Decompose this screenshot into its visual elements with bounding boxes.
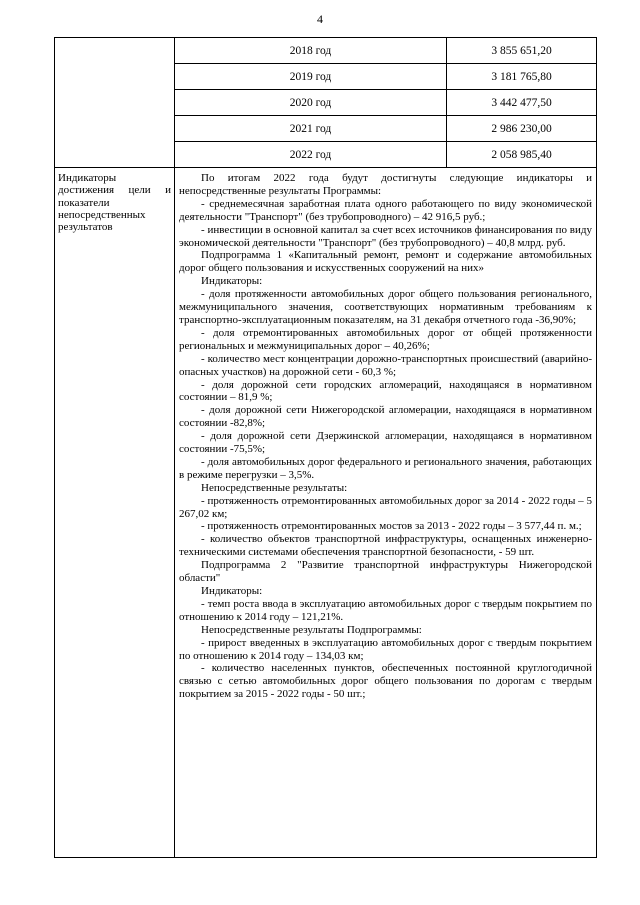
value-cell: 3 442 477,50 xyxy=(447,89,597,115)
empty-label-cell xyxy=(54,37,175,167)
value-cell: 2 058 985,40 xyxy=(447,141,597,167)
year-cell: 2018 год xyxy=(175,37,447,63)
paragraph: Непосредственные результаты Подпрограммы: xyxy=(201,623,422,636)
paragraph: Индикаторы: xyxy=(201,275,263,288)
indicators-content xyxy=(175,168,597,857)
paragraph: - прирост введенных в эксплуатацию автомобильных дорог с твердым покрытием по отношению к 2014 году – 134,03 км; xyxy=(179,636,592,662)
indicators-row xyxy=(54,167,597,858)
paragraph: - доля автомобильных дорог федерального и регионального значения, работающих в режиме перегрузки – 3,5%. xyxy=(179,455,592,481)
paragraph: - протяженность отремонтированных мостов за 2013 - 2022 годы – 3 577,44 п. м.; xyxy=(201,520,582,533)
paragraph: - протяженность отремонтированных автомобильных дорог за 2014 - 2022 годы – 5 267,02 км; xyxy=(179,494,592,520)
indicators-label: Индикаторы достижения цели и показатели непосредственных результатов xyxy=(54,168,175,857)
program-table xyxy=(54,37,597,858)
value-cell: 3 181 765,80 xyxy=(447,63,597,89)
value-cell: 2 986 230,00 xyxy=(447,115,597,141)
paragraph: - доля дорожной сети Дзержинской агломерации, находящаяся в нормативном состоянии -75,5%; xyxy=(179,430,592,456)
paragraph: Индикаторы: xyxy=(201,585,263,597)
year-cell: 2021 год xyxy=(175,115,447,141)
paragraph: Непосредственные результаты: xyxy=(201,481,348,494)
paragraph: - количество объектов транспортной инфраструктуры, оснащенных инженерно-техническими системами обеспечения транспортной безопасности, - 59 шт. xyxy=(179,533,592,559)
paragraph: Подпрограмма 1 «Капитальный ремонт, ремонт и содержание автомобильных дорог общего пользования и искусственных сооружений на них» xyxy=(179,249,592,275)
paragraph: - среднемесячная заработная плата одного работающего по виду экономической деятельности "Транспорт" (без трубопроводного) – 42 916,5 руб.; xyxy=(179,197,592,223)
paragraph: Подпрограмма 2 "Развитие транспортной инфраструктуры Нижегородской области" xyxy=(179,559,592,585)
year-cell: 2022 год xyxy=(175,141,447,167)
paragraph: - темп роста ввода в эксплуатацию автомобильных дорог с твердым покрытием по отношению к 2014 году – 121,21%. xyxy=(179,597,592,623)
paragraph: - доля дорожной сети Нижегородской агломерации, находящаяся в нормативном состоянии -82,8%; xyxy=(179,404,592,430)
paragraph: - инвестиции в основной капитал за счет всех источников финансирования по виду экономической деятельности "Транспорт" (без трубопроводного) – 40,8 млрд. руб. xyxy=(179,223,592,249)
paragraph: - доля дорожной сети городских агломераций, находящаяся в нормативном состоянии – 81,9 %; xyxy=(179,378,592,404)
paragraph: - доля протяженности автомобильных дорог общего пользования регионального, межмуниципального значения, соответствующих нормативным требованиям к транспортно-эксплуатационным показателям, на 31 декабря отчетного года -36,90%; xyxy=(179,288,592,326)
year-cell: 2020 год xyxy=(175,89,447,115)
paragraph: - количество населенных пунктов, обеспеченных постоянной круглогодичной связью с сетью автомобильных дорог общего пользования по дорогам с твердым покрытием за 2015 - 2022 годы - 50 шт.; xyxy=(179,662,592,701)
year-cell: 2019 год xyxy=(175,63,447,89)
paragraph: По итогам 2022 года будут достигнуты следующие индикаторы и непосредственные результаты Программы: xyxy=(179,172,592,197)
funding-by-year-table xyxy=(54,37,597,167)
paragraph: - количество мест концентрации дорожно-транспортных происшествий (аварийно-опасных участков) на дорожной сети - 60,3 %; xyxy=(179,352,592,378)
page-number: 4 xyxy=(317,12,323,26)
value-cell: 3 855 651,20 xyxy=(447,37,597,63)
paragraph: - доля отремонтированных автомобильных дорог от общей протяженности региональных и межмуниципальных дорог – 40,26%; xyxy=(179,326,592,352)
